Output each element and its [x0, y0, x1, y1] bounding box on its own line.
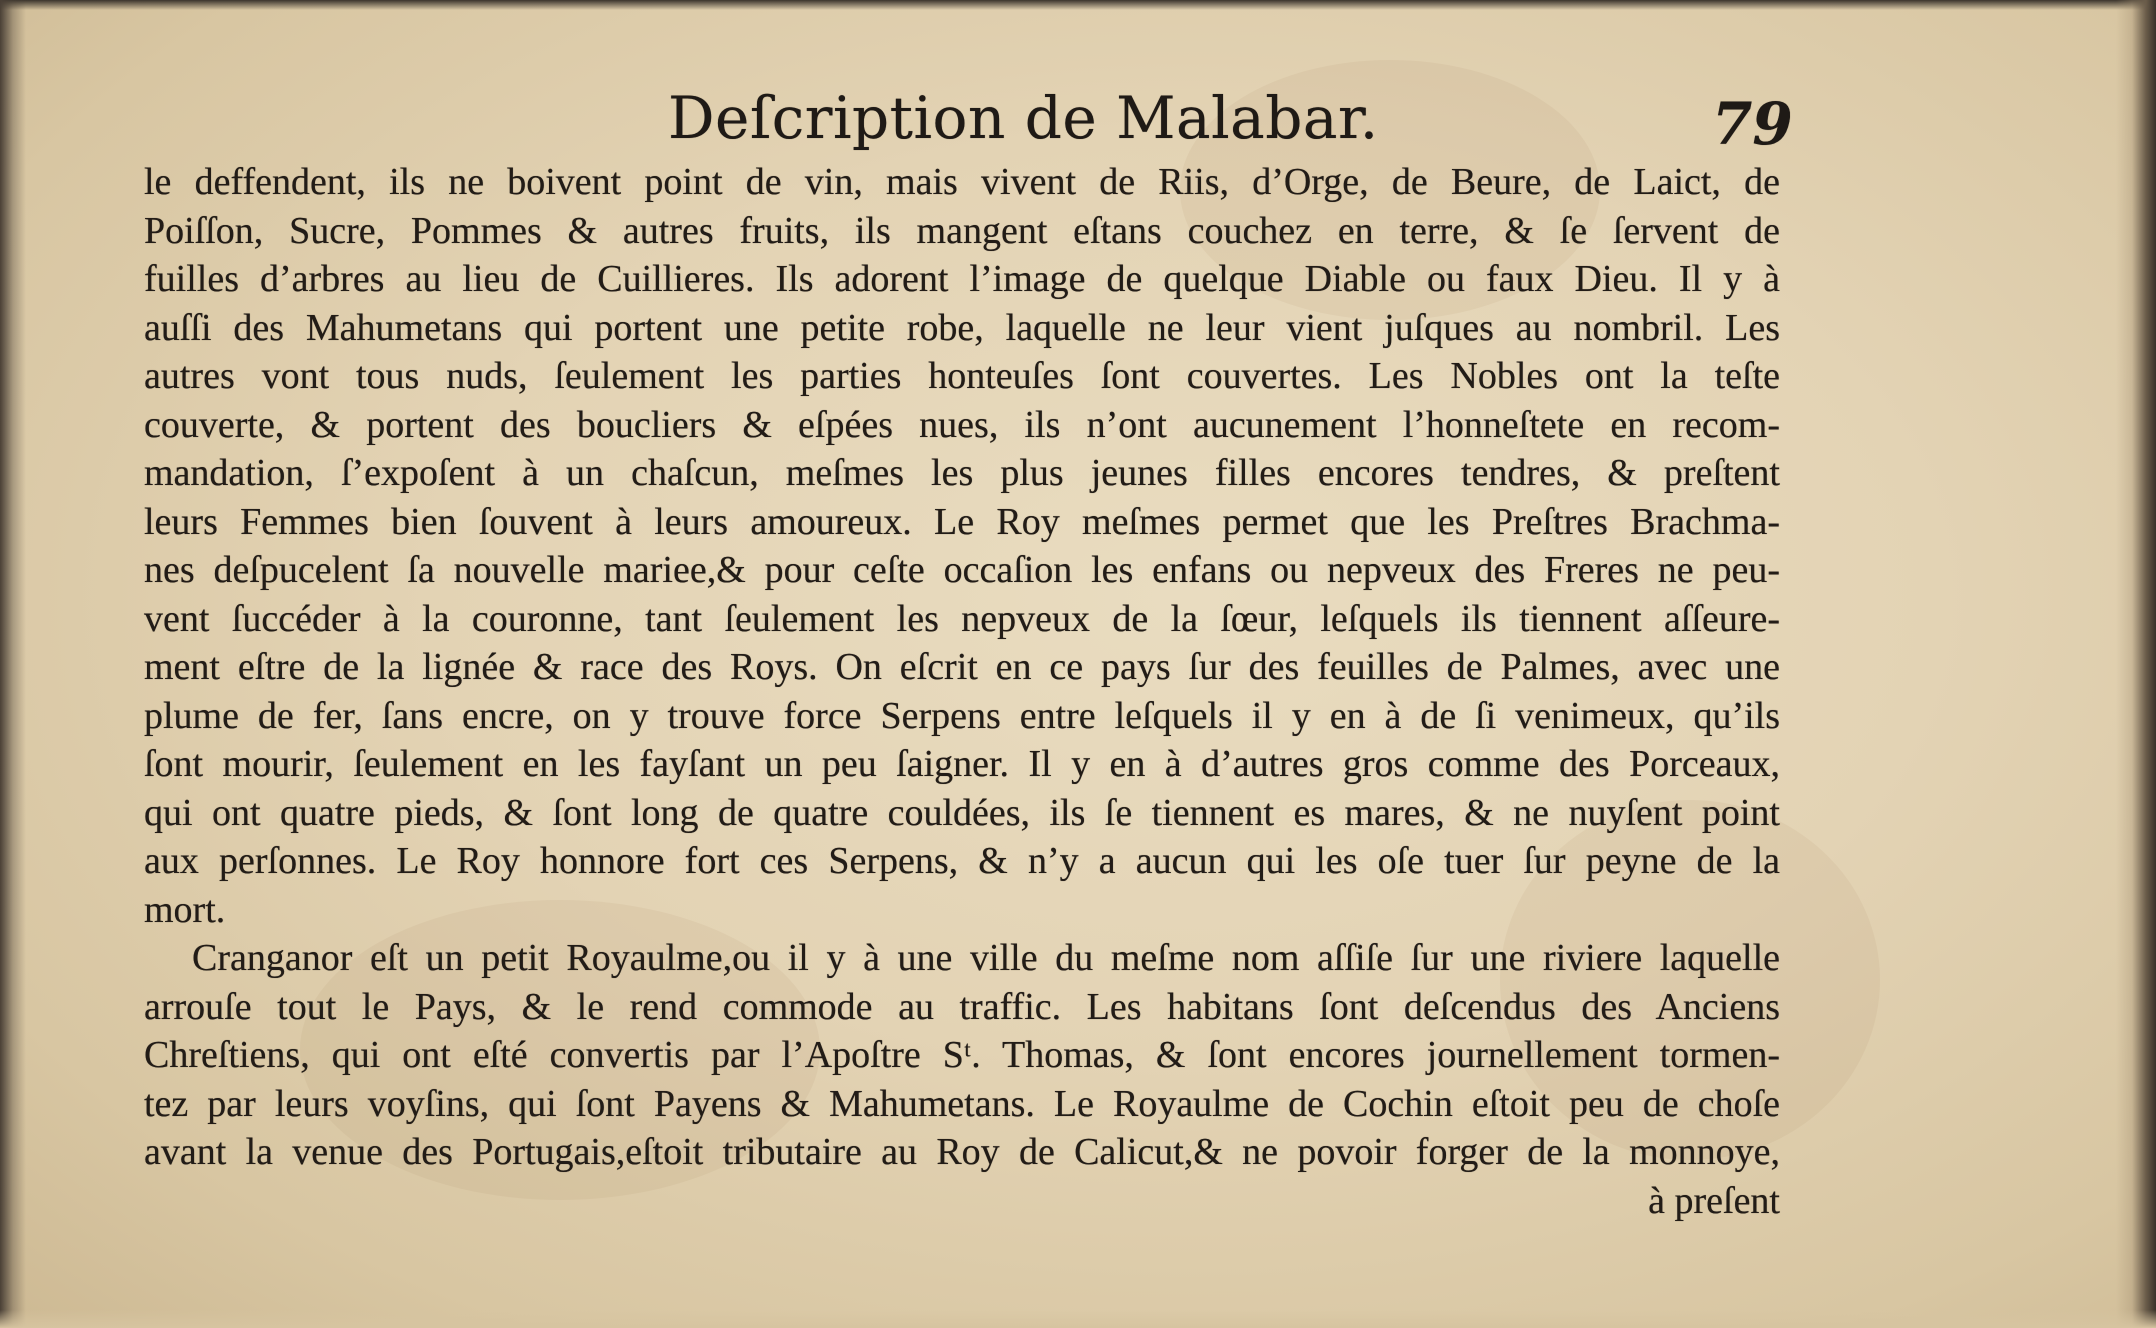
- running-title: Deſcription de Malabar.: [668, 84, 1379, 152]
- text-line: aux perſonnes. Le Roy honnore fort ces Serpens, & n’y a aucun qui les oſe tuer ſur peyne de la: [144, 840, 1780, 882]
- catchword: à preſent: [1648, 1179, 1780, 1222]
- text-line: Poiſſon, Sucre, Pommes & autres fruits, ils mangent eſtans couchez en terre, & ſe ſervent de: [144, 209, 1780, 252]
- text-line: mandation, ſ’expoſent à un chaſcun, meſmes les plus jeunes filles encores tendres, & preſtent: [144, 452, 1780, 494]
- text-line: ſont mourir, ſeulement en les fayſant un peu ſaigner. Il y en à d’autres gros comme des Porceaux,: [144, 743, 1780, 785]
- text-line: vent ſuccéder à la couronne, tant ſeulement les nepveux de la ſœur, leſquels ils tiennent aſſeure-: [144, 597, 1780, 640]
- page-bottom-edge: [0, 1310, 2156, 1328]
- text-line: Chreſtiens, qui ont eſté convertis par l’Apoſtre Sᵗ. Thomas, & ſont encores journellement tormen-: [144, 1034, 1780, 1076]
- page-right-edge: [2116, 0, 2156, 1328]
- text-line: tez par leurs voyſins, qui ſont Payens & Mahumetans. Le Royaulme de Cochin eſtoit peu de choſe: [144, 1082, 1780, 1125]
- text-line: le deffendent, ils ne boivent point de vin, mais vivent de Riis, d’Orge, de Beure, de Laict, de: [144, 161, 1780, 203]
- text-line: Cranganor eſt un petit Royaulme,ou il y à une ville du meſme nom aſſiſe ſur une riviere laquelle: [192, 937, 1780, 979]
- text-line: auſſi des Mahumetans qui portent une petite robe, laquelle ne leur vient juſques au nombril. Les: [144, 306, 1780, 349]
- page-number: 79: [1712, 90, 1793, 158]
- text-line: qui ont quatre pieds, & ſont long de quatre couldées, ils ſe tiennent es mares, & ne nuyſent point: [144, 791, 1780, 834]
- page-left-edge: [0, 0, 26, 1328]
- text-line: ment eſtre de la lignée & race des Roys. On eſcrit en ce pays ſur des feuilles de Palmes, avec une: [144, 646, 1780, 688]
- paragraph: [144, 158, 1780, 934]
- text-line: arrouſe tout le Pays, & le rend commode au traffic. Les habitans ſont deſcendus des Anciens: [144, 985, 1780, 1028]
- page-top-edge: [0, 0, 2156, 10]
- body-text: [144, 158, 1780, 1225]
- text-line: nes deſpucelent ſa nouvelle mariee,& pour ceſte occaſion les enfans ou nepveux des Freres ne peu-: [144, 549, 1780, 591]
- text-line: autres vont tous nuds, ſeulement les parties honteuſes ſont couvertes. Les Nobles ont la teſte: [144, 355, 1780, 397]
- paragraph: [144, 934, 1780, 1177]
- text-line: plume de fer, ſans encre, on y trouve force Serpens entre leſquels il y en à de ſi venimeux, qu’ils: [144, 694, 1780, 737]
- text-line: mort.: [144, 888, 226, 931]
- text-line: avant la venue des Portugais,eſtoit tributaire au Roy de Calicut,& ne povoir forger de la monnoye,: [144, 1131, 1780, 1173]
- text-line: fuilles d’arbres au lieu de Cuillieres. Ils adorent l’image de quelque Diable ou faux Dieu. Il y à: [144, 258, 1780, 300]
- text-line: couverte, & portent des boucliers & eſpées nues, ils n’ont aucunement l’honneſtete en recom-: [144, 403, 1780, 446]
- text-line: leurs Femmes bien ſouvent à leurs amoureux. Le Roy meſmes permet que les Preſtres Brachma-: [144, 500, 1780, 543]
